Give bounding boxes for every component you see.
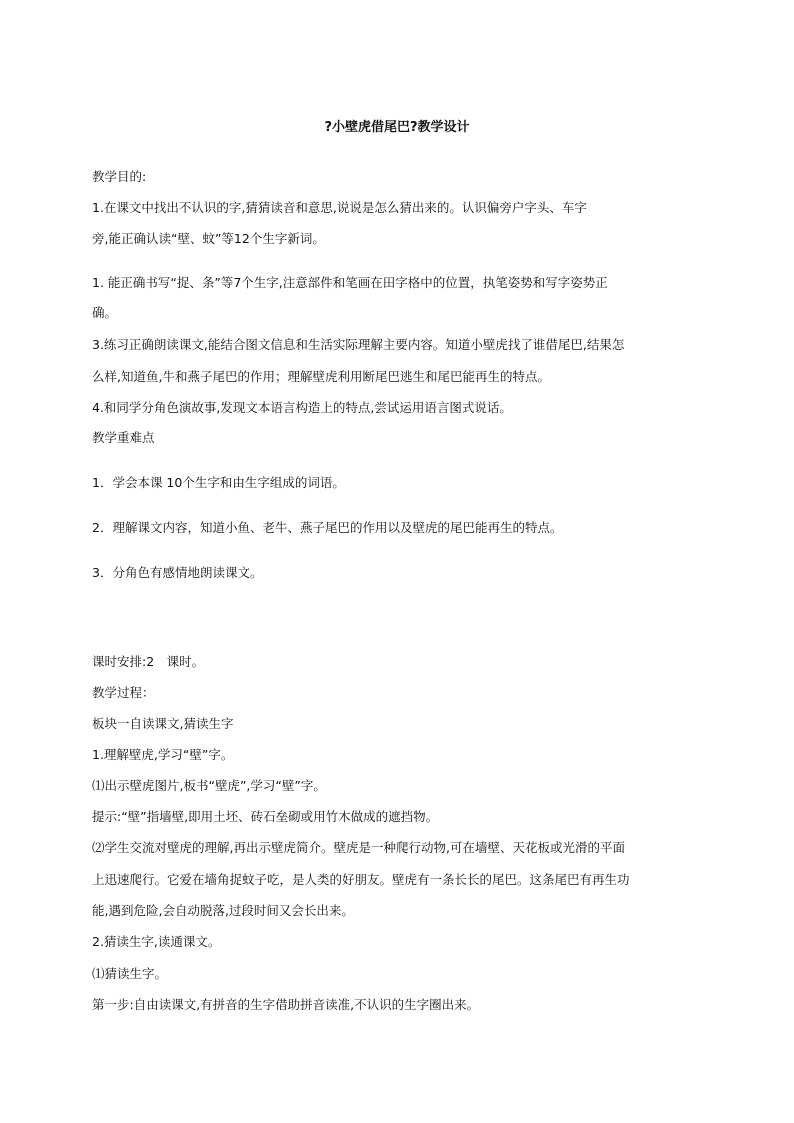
objective-2-line-2: 确。: [92, 305, 118, 320]
section-1-heading: 板块一自读课文,猜读生字: [92, 716, 234, 731]
step-1-b-line-2: 上迅速爬行。它爱在墙角捉蚊子吃，是人类的好朋友。壁虎有一条长长的尾巴。这条尾巴有再生功: [92, 872, 630, 887]
heading-key-points: 教学重难点: [92, 430, 155, 445]
document-title: ?小壁虎借尾巴?教学设计: [324, 120, 470, 135]
objective-4: 4.和同学分角色演故事,发现文本语言构造上的特点,尝试运用语言图式说话。: [92, 400, 512, 415]
heading-process: 教学过程：: [92, 685, 155, 700]
step-2: 2.猜读生字,读通课文。: [92, 934, 221, 949]
step-1-b-line-1: ⑵学生交流对壁虎的理解,再出示壁虎简介。壁虎是一种爬行动物,可在墙壁、天花板或光滑的平面: [92, 840, 625, 855]
step-1-b-line-3: 能,遇到危险,会自动脱落,过段时间又会长出来。: [92, 903, 354, 918]
objective-3-line-2: 么样,知道鱼,牛和燕子尾巴的作用；理解壁虎利用断尾巴逃生和尾巴能再生的特点。: [92, 369, 550, 384]
step-2-a-first: 第一步:自由读课文,有拼音的生字借助拼音读准,不认识的生字圈出来。: [92, 997, 480, 1012]
objective-3-line-1: 3.练习正确朗读课文,能结合图文信息和生活实际理解主要内容。知道小壁虎找了谁借尾巴,结果怎: [92, 337, 625, 352]
step-1-a: ⑴出示壁虎图片,板书“壁虎”,学习“壁”字。: [92, 778, 326, 793]
objective-2-line-1: 1. 能正确书写“捉、条”等7个生字,注意部件和笔画在田字格中的位置，执笔姿势和写字姿势正: [92, 275, 608, 290]
heading-objectives: 教学目的:: [92, 169, 147, 184]
step-2-a: ⑴猜读生字。: [92, 966, 168, 981]
step-1: 1.理解壁虎,学习“壁”字。: [92, 747, 234, 762]
objective-1-line-2: 旁,能正确认读“壁、蚊”等12个生字新词。: [92, 231, 325, 246]
key-point-1: 1．学会本课 10个生字和由生字组成的词语。: [92, 475, 345, 490]
hint: 提示:“壁”指墙壁,即用土坯、砖石垒砌或用竹木做成的遮挡物。: [92, 809, 439, 824]
key-point-3: 3．分角色有感情地朗读课文。: [92, 565, 263, 580]
key-point-2: 2．理解课文内容，知道小鱼、老牛、燕子尾巴的作用以及壁虎的尾巴能再生的特点。: [92, 520, 563, 535]
objective-1-line-1: 1.在课文中找出不认识的字,猜猜读音和意思,说说是怎么猜出来的。认识偏旁户字头、车字: [92, 200, 587, 215]
schedule: 课时安排:2 课时。: [92, 654, 205, 669]
